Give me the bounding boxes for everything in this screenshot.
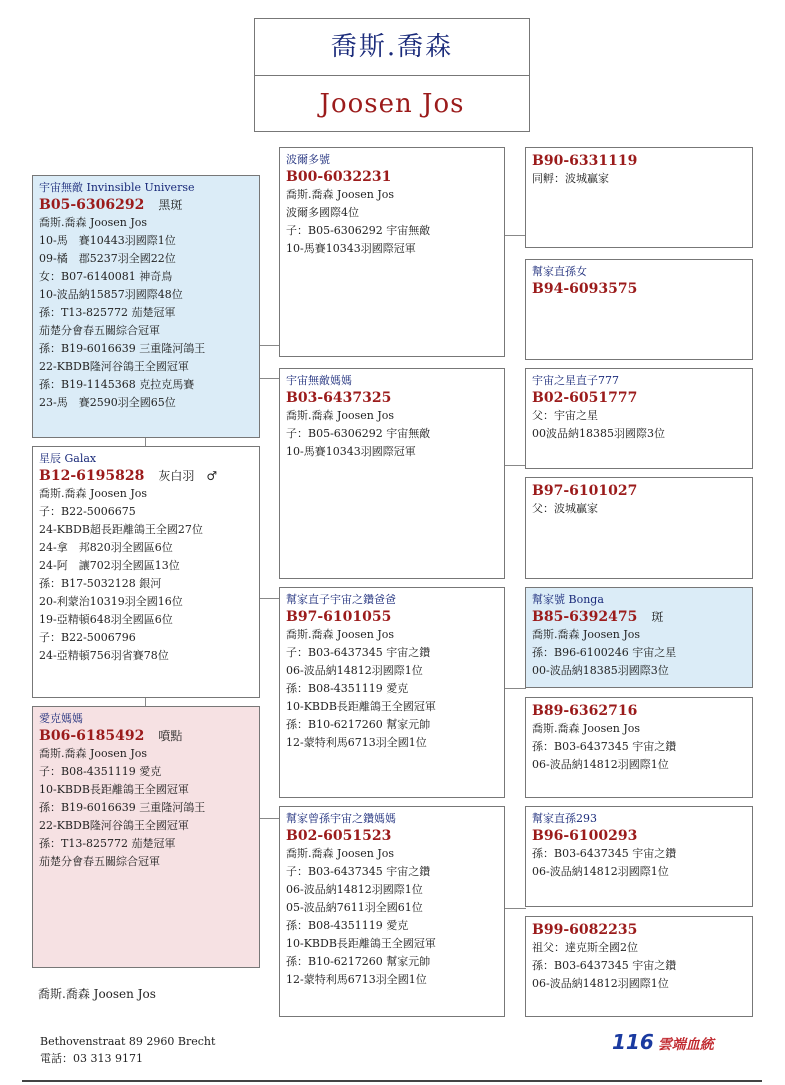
bird-name: 波爾多號 [286, 153, 330, 166]
detail-line: 06-波品納14812羽國際1位 [286, 883, 423, 896]
ring-number-text: B99-6082235 [532, 922, 638, 938]
pedigree-sire-sire [279, 147, 505, 357]
detail-line: 喬斯.喬森 Joosen Jos [39, 747, 148, 760]
detail-line: 06-波品納14812羽國際1位 [532, 758, 669, 771]
detail-line: 孫：B19-6016639 三重隆河鴿王 [39, 801, 206, 814]
pedigree-sire-dam [279, 368, 505, 579]
pedigree-sire [32, 446, 260, 698]
bird-name: 星辰 Galax [39, 452, 97, 465]
bird-name: 宇宙之星直子777 [532, 374, 619, 387]
detail-line: 喬斯.喬森 Joosen Jos [39, 216, 148, 229]
bird-details [286, 407, 498, 461]
detail-line: 同孵：波城贏家 [532, 172, 609, 185]
bottom-divider [22, 1080, 762, 1082]
bird-details [532, 170, 746, 188]
detail-line: 00波品納18385羽國際3位 [532, 427, 665, 440]
bird-name: 幫家直孫女 [532, 265, 587, 278]
detail-line: 茄楚分會春五關綜合冠軍 [39, 855, 160, 868]
ring-number [532, 152, 746, 170]
ring-number [532, 482, 746, 500]
detail-line: 喬斯.喬森 Joosen Jos [532, 628, 641, 641]
detail-line: 24-亞精頓756羽省賽78位 [39, 649, 169, 662]
detail-line: 茄楚分會春五關綜合冠軍 [39, 324, 160, 337]
detail-line: 06-波品納14812羽國際1位 [286, 664, 423, 677]
detail-line: 喬斯.喬森 Joosen Jos [286, 188, 395, 201]
detail-line: 孫：T13-825772 茄楚冠軍 [39, 306, 176, 319]
ring-number-text: B90-6331119 [532, 153, 638, 169]
bird-details [532, 845, 746, 881]
bird-details [532, 407, 746, 443]
address-text: Bethovenstraat 89 2960 Brecht [40, 1035, 216, 1048]
detail-line: 20-利蒙治10319羽全國16位 [39, 595, 183, 608]
detail-line: 24-阿 讓702羽全國區13位 [39, 559, 180, 572]
detail-line: 06-波品納14812羽國際1位 [532, 865, 669, 878]
bird-details [39, 214, 253, 412]
detail-line: 波爾多國際4位 [286, 206, 359, 219]
ring-number [532, 827, 746, 845]
detail-line: 子：B08-4351119 愛克 [39, 765, 162, 778]
bird-color: 灰白羽 ♂ [158, 469, 218, 483]
bird-details [532, 939, 746, 993]
detail-line: 孫：B10-6217260 幫家元帥 [286, 718, 431, 731]
detail-line: 孫：B19-6016639 三重隆河鴿王 [39, 342, 206, 355]
bird-details [532, 626, 746, 680]
detail-line: 孫：B03-6437345 宇宙之鑽 [532, 959, 677, 972]
connector [504, 908, 526, 909]
detail-line: 10-KBDB長距離鴿王全國冠軍 [286, 700, 436, 713]
connector [259, 345, 280, 346]
bird-color: 斑 [651, 610, 664, 624]
detail-line: 喬斯.喬森 Joosen Jos [286, 628, 395, 641]
ring-number [39, 727, 253, 745]
bird-name: 幫家直子宇宙之鑽爸爸 [286, 593, 396, 606]
ring-number-text: B03-6437325 [286, 390, 392, 406]
connector [259, 598, 280, 599]
detail-line: 19-亞精頓648羽全國區6位 [39, 613, 173, 626]
site-logo [612, 1030, 722, 1056]
pedigree-ddd [525, 916, 753, 1017]
detail-line: 10-馬賽10343羽國際冠軍 [286, 242, 416, 255]
pedigree-dds [525, 806, 753, 907]
title-box [254, 18, 530, 132]
pedigree-dam [32, 706, 260, 968]
owner-name: 喬斯.喬森 Joosen Jos [38, 987, 156, 1001]
detail-line: 10-KBDB長距離鴿王全國冠軍 [39, 783, 189, 796]
detail-line: 喬斯.喬森 Joosen Jos [286, 847, 395, 860]
bird-color: 噴點 [158, 729, 183, 743]
detail-line: 子：B22-5006675 [39, 505, 136, 518]
title-chinese: 喬斯.喬森 [255, 19, 529, 76]
pedigree-self [32, 175, 260, 438]
ring-number [39, 467, 253, 485]
detail-line: 子：B05-6306292 宇宙無敵 [286, 224, 431, 237]
bird-details [286, 186, 498, 258]
ring-number [532, 921, 746, 939]
pedigree-dam-dam [279, 806, 505, 1017]
detail-line: 子：B03-6437345 宇宙之鑽 [286, 646, 431, 659]
ring-number [286, 827, 498, 845]
pedigree-dsd [525, 697, 753, 798]
detail-line: 24-拿 邦820羽全國區6位 [39, 541, 173, 554]
ring-number [532, 389, 746, 407]
bird-details [532, 720, 746, 774]
pedigree-ssd [525, 259, 753, 360]
detail-line: 孫：B17-5032128 銀河 [39, 577, 162, 590]
contact-info [40, 1033, 215, 1067]
bird-details [532, 500, 746, 518]
detail-line: 孫：B08-4351119 愛克 [286, 919, 409, 932]
bird-name: 幫家曾孫宇宙之鑽媽媽 [286, 812, 396, 825]
connector [504, 465, 526, 466]
pedigree-sss [525, 147, 753, 248]
ring-number-text: B02-6051523 [286, 828, 392, 844]
bird-name: 愛克媽媽 [39, 712, 83, 725]
ring-number-text: B12-6195828 [39, 468, 145, 484]
ring-number [286, 608, 498, 626]
detail-line: 12-蒙特利馬6713羽全國1位 [286, 973, 427, 986]
detail-line: 女：B07-6140081 神奇鳥 [39, 270, 173, 283]
ring-number-text: B85-6392475 [532, 609, 638, 625]
bird-name: 幫家號 Bonga [532, 593, 604, 606]
bird-details [39, 745, 253, 871]
connector [259, 378, 280, 379]
ring-number-text: B02-6051777 [532, 390, 638, 406]
detail-line: 05-波品納7611羽全國61位 [286, 901, 423, 914]
ring-number-text: B00-6032231 [286, 169, 392, 185]
logo-text: 雲端血統 [657, 1037, 714, 1053]
detail-line: 孫：B03-6437345 宇宙之鑽 [532, 847, 677, 860]
detail-line: 10-馬賽10343羽國際冠軍 [286, 445, 416, 458]
connector [504, 688, 526, 689]
detail-line: 22-KBDB隆河谷鴿王全國冠軍 [39, 819, 189, 832]
pedigree-dam-sire [279, 587, 505, 798]
detail-line: 10-KBDB長距離鴿王全國冠軍 [286, 937, 436, 950]
ring-number [532, 608, 746, 626]
detail-line: 00-波品納18385羽國際3位 [532, 664, 669, 677]
detail-line: 孫：T13-825772 茄楚冠軍 [39, 837, 176, 850]
ring-number [532, 702, 746, 720]
ring-number-text: B97-6101055 [286, 609, 392, 625]
detail-line: 孫：B96-6100246 宇宙之星 [532, 646, 677, 659]
ring-number [286, 389, 498, 407]
ring-number-text: B89-6362716 [532, 703, 638, 719]
ring-number [286, 168, 498, 186]
detail-line: 子：B03-6437345 宇宙之鑽 [286, 865, 431, 878]
logo-number: 116 [612, 1030, 654, 1054]
detail-line: 22-KBDB隆河谷鴿王全國冠軍 [39, 360, 189, 373]
bird-color: 黑斑 [158, 198, 183, 212]
detail-line: 父：波城贏家 [532, 502, 598, 515]
title-english: Joosen Jos [319, 89, 465, 119]
detail-line: 24-KBDB超長距離鴿王全國27位 [39, 523, 203, 536]
pedigree-sds [525, 368, 753, 469]
ring-number [39, 196, 253, 214]
detail-line: 23-馬 賽2590羽全國65位 [39, 396, 176, 409]
detail-line: 09-橘 郡5237羽全國22位 [39, 252, 176, 265]
ring-number-text: B96-6100293 [532, 828, 638, 844]
detail-line: 孫：B19-1145368 克拉克馬賽 [39, 378, 195, 391]
ring-number-text: B06-6185492 [39, 728, 145, 744]
pedigree-sdd [525, 477, 753, 579]
detail-line: 孫：B10-6217260 幫家元帥 [286, 955, 431, 968]
pedigree-dss [525, 587, 753, 688]
detail-line: 10-波品納15857羽國際48位 [39, 288, 183, 301]
bird-details [286, 626, 498, 752]
detail-line: 父：宇宙之星 [532, 409, 598, 422]
detail-line: 喬斯.喬森 Joosen Jos [39, 487, 148, 500]
bird-name: 幫家直孫293 [532, 812, 597, 825]
detail-line: 喬斯.喬森 Joosen Jos [532, 722, 641, 735]
bird-details [286, 845, 498, 989]
detail-line: 06-波品納14812羽國際1位 [532, 977, 669, 990]
detail-line: 孫：B03-6437345 宇宙之鑽 [532, 740, 677, 753]
bird-details [39, 485, 253, 665]
detail-line: 12-蒙特利馬6713羽全國1位 [286, 736, 427, 749]
detail-line: 孫：B08-4351119 愛克 [286, 682, 409, 695]
ring-number [532, 280, 746, 298]
ring-number-text: B05-6306292 [39, 197, 145, 213]
detail-line: 祖父：達克斯全國2位 [532, 941, 638, 954]
detail-line: 子：B22-5006796 [39, 631, 136, 644]
bird-name: 宇宙無敵媽媽 [286, 374, 352, 387]
phone-text: 電話：03 313 9171 [40, 1052, 143, 1065]
ring-number-text: B97-6101027 [532, 483, 638, 499]
detail-line: 10-馬 賽10443羽國際1位 [39, 234, 176, 247]
detail-line: 子：B05-6306292 宇宙無敵 [286, 427, 431, 440]
ring-number-text: B94-6093575 [532, 281, 638, 297]
detail-line: 喬斯.喬森 Joosen Jos [286, 409, 395, 422]
connector [259, 818, 280, 819]
connector [504, 235, 526, 236]
bird-name: 宇宙無敵 Invinsible Universe [39, 181, 195, 194]
